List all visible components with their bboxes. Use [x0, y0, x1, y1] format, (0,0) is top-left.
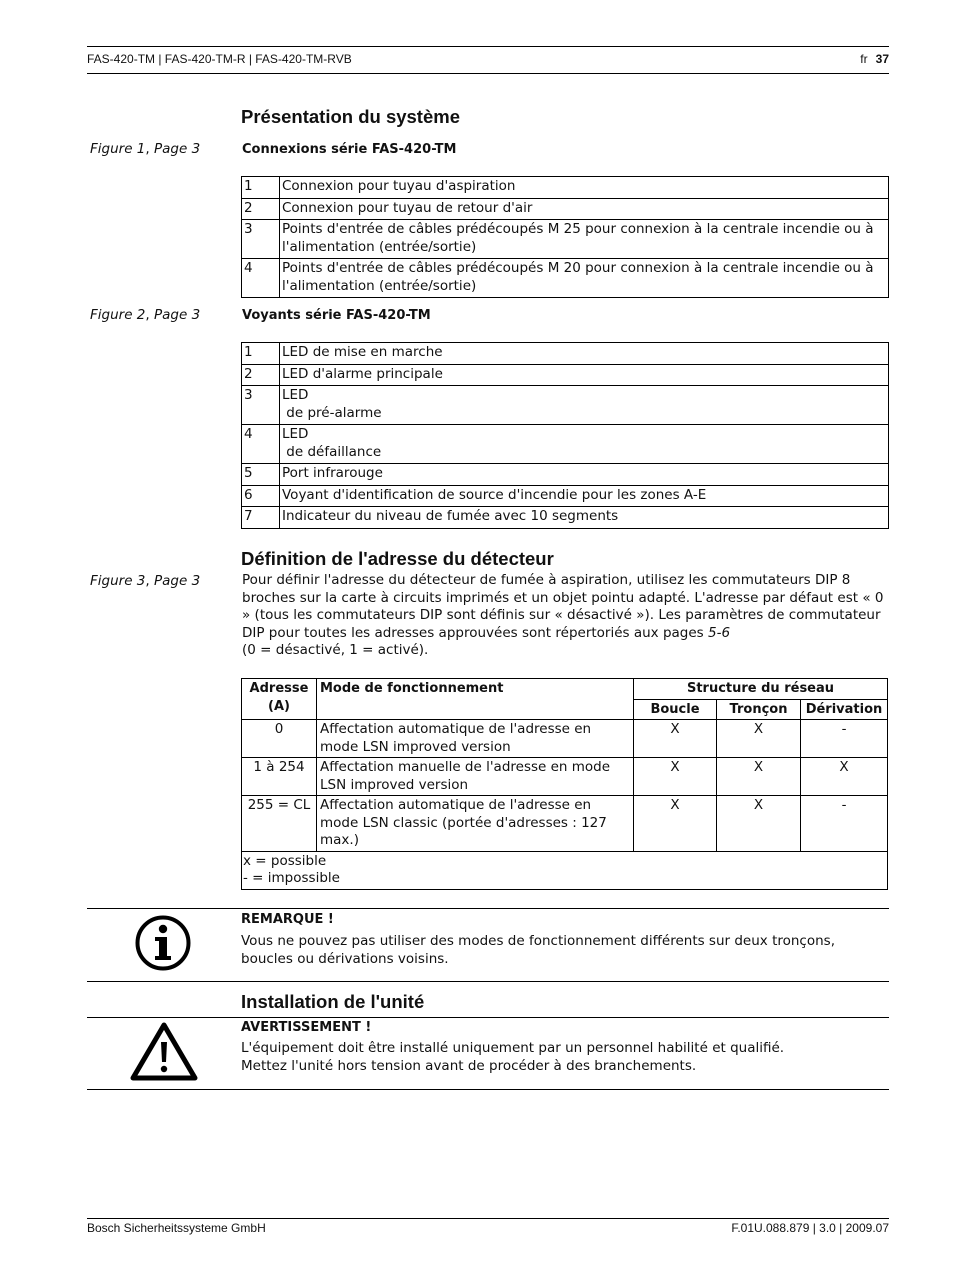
footer-rule [87, 1218, 889, 1219]
cell-branch: - [801, 720, 888, 758]
row-number: 7 [242, 507, 280, 529]
header-page-info [860, 52, 889, 66]
table-row [242, 220, 889, 259]
figure-ref-2-page: Page 3 [153, 307, 201, 323]
figure-ref-2[interactable]: Figure 2, Page 3 [90, 307, 201, 323]
address-paragraph-text: Pour définir l'adresse du détecteur de fumée à aspiration, utilisez les commutateurs DIP 8 broches sur la carte à circuits imprimés et un objet pointu adapté. L'adresse par défaut est « 0 » (tous les commutateurs DIP sont définis sur « désactivé »). Les paramètres de commutateur DIP pour toutes les adresses approuvées sont répertoriés aux pages [242, 572, 884, 641]
caption-voyants: Voyants série FAS-420-TM [242, 308, 431, 323]
cell-address: 255 = CL [242, 796, 317, 852]
row-number: 6 [242, 485, 280, 507]
table-row [242, 343, 889, 365]
table-row [242, 796, 888, 852]
header-bottom-rule [87, 73, 889, 74]
cell-loop: X [634, 758, 717, 796]
row-number: 3 [242, 220, 280, 259]
cell-loop: X [634, 720, 717, 758]
row-text [280, 386, 889, 425]
warning-icon [129, 1020, 199, 1086]
row-text-line1: LED [282, 387, 309, 403]
table-legend-row [242, 851, 888, 889]
warning-bottom-rule [87, 1089, 889, 1090]
figure-ref-1[interactable]: Figure 1, Page 3 [90, 141, 201, 157]
row-text: Points d'entrée de câbles prédécoupés M 20 pour connexion à la centrale incendie ou à l'alimentation (entrée/sortie) [280, 259, 889, 298]
pages-link[interactable]: 5-6 [708, 624, 731, 641]
row-number: 5 [242, 464, 280, 486]
header-stub: Tronçon [717, 699, 801, 720]
header-models: FAS-420-TM | FAS-420-TM-R | FAS-420-TM-RVB [87, 52, 352, 66]
warning-line2: Mettez l'unité hors tension avant de procéder à des branchements. [241, 1057, 697, 1074]
cell-stub: X [717, 720, 801, 758]
row-text-line2: de pré-alarme [282, 404, 382, 421]
row-number: 4 [242, 259, 280, 298]
table-row [242, 464, 889, 486]
header-page-number: 37 [875, 52, 889, 66]
note-bottom-rule [87, 981, 889, 982]
row-text: LED de mise en marche [280, 343, 889, 365]
section-title-address: Définition de l'adresse du détecteur [241, 548, 554, 569]
table-row [242, 198, 889, 220]
table-header-row [242, 679, 888, 700]
note-top-rule [87, 908, 889, 909]
section-title-installation: Installation de l'unité [241, 991, 425, 1012]
row-number: 2 [242, 198, 280, 220]
warning-text [241, 1040, 881, 1075]
header-address: Adresse (A) [242, 679, 317, 720]
address-table [241, 678, 888, 890]
warning-line1: L'équipement doit être installé uniquement par un personnel habilité et qualifié. [241, 1040, 785, 1056]
figure-ref-3-label: Figure 3 [90, 573, 146, 589]
cell-branch: - [801, 796, 888, 852]
cell-mode: Affectation manuelle de l'adresse en mode LSN improved version [317, 758, 634, 796]
table-legend [242, 851, 888, 889]
warning-title: AVERTISSEMENT ! [241, 1020, 372, 1035]
table-row [242, 485, 889, 507]
legend-impossible: - = impossible [243, 870, 340, 886]
figure-ref-3[interactable]: Figure 3, Page 3 [90, 573, 201, 589]
table-row [242, 507, 889, 529]
header-top-rule [87, 46, 889, 47]
table-row [242, 720, 888, 758]
warning-top-rule [87, 1017, 889, 1018]
header-branch: Dérivation [801, 699, 888, 720]
header-loop: Boucle [634, 699, 717, 720]
table-row [242, 259, 889, 298]
cell-mode: Affectation automatique de l'adresse en mode LSN improved version [317, 720, 634, 758]
cell-stub: X [717, 796, 801, 852]
row-text: Voyant d'identification de source d'incendie pour les zones A-E [280, 485, 889, 507]
note-title: REMARQUE ! [241, 912, 334, 927]
header-structure: Structure du réseau [634, 679, 888, 700]
cell-address: 1 à 254 [242, 758, 317, 796]
table-row [242, 386, 889, 425]
connexions-table [241, 176, 889, 298]
cell-branch: X [801, 758, 888, 796]
info-icon [134, 914, 192, 976]
row-text: Connexion pour tuyau d'aspiration [280, 177, 889, 199]
row-text: LED d'alarme principale [280, 364, 889, 386]
note-text: Vous ne pouvez pas utiliser des modes de fonctionnement différents sur deux tronçons, boucles ou dérivations voisins. [241, 933, 835, 967]
section-title-overview: Présentation du système [241, 106, 460, 127]
row-text [280, 425, 889, 464]
figure-ref-2-label: Figure 2 [90, 307, 146, 323]
row-number: 2 [242, 364, 280, 386]
legend-possible: x = possible [243, 852, 327, 869]
row-text-line2: de défaillance [282, 443, 382, 460]
figure-ref-1-label: Figure 1 [90, 141, 146, 157]
address-paragraph-legend: (0 = désactivé, 1 = activé). [242, 642, 429, 659]
row-text: Indicateur du niveau de fumée avec 10 segments [280, 507, 889, 529]
row-number: 1 [242, 177, 280, 199]
row-text: Port infrarouge [280, 464, 889, 486]
table-row [242, 177, 889, 199]
voyants-table [241, 342, 889, 529]
caption-connexions: Connexions série FAS-420-TM [242, 142, 457, 157]
table-row [242, 364, 889, 386]
footer-docref: F.01U.088.879 | 3.0 | 2009.07 [731, 1221, 889, 1235]
row-number: 3 [242, 386, 280, 425]
footer-company: Bosch Sicherheitssysteme GmbH [87, 1221, 266, 1235]
header-mode: Mode de fonctionnement [317, 679, 634, 720]
row-number: 1 [242, 343, 280, 365]
table-row [242, 758, 888, 796]
cell-mode: Affectation automatique de l'adresse en mode LSN classic (portée d'adresses : 127 max.) [317, 796, 634, 852]
row-text: Connexion pour tuyau de retour d'air [280, 198, 889, 220]
cell-address: 0 [242, 720, 317, 758]
cell-stub: X [717, 758, 801, 796]
header-lang: fr [860, 52, 868, 66]
row-text-line1: LED [282, 426, 309, 442]
table-row [242, 425, 889, 464]
address-paragraph [242, 572, 890, 660]
cell-loop: X [634, 796, 717, 852]
row-number: 4 [242, 425, 280, 464]
figure-ref-1-page: Page 3 [153, 141, 201, 157]
row-text: Points d'entrée de câbles prédécoupés M 25 pour connexion à la centrale incendie ou à l'alimentation (entrée/sortie) [280, 220, 889, 259]
figure-ref-3-page: Page 3 [153, 573, 201, 589]
